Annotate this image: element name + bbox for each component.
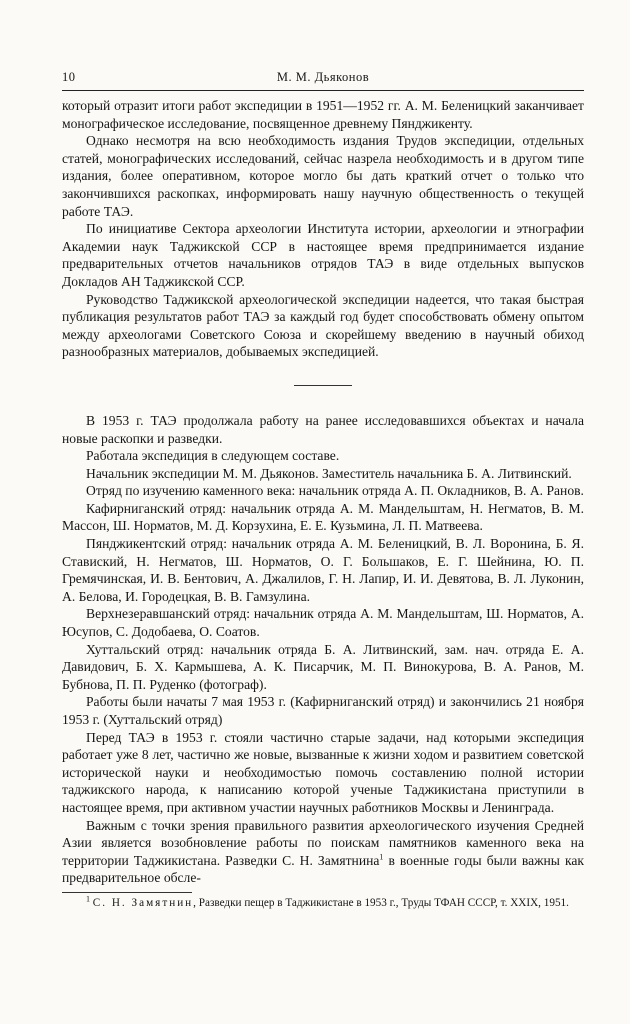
main-section (62, 412, 584, 887)
paragraph: Работала экспедиция в следующем составе. (86, 448, 340, 464)
footnote-author: С. Н. Замятнин (92, 896, 194, 909)
paragraph: Отряд по изучению каменного века: начальник отряда А. П. Окладников, В. А. Ранов. (86, 483, 584, 499)
paragraph: Пянджикентский отряд: начальник отряда А. М. Беленицкий, В. Л. Воронина, Б. Я. Ставиский, Н. Негматов, Ш. Норматов, О. Г. Большаков, Е. Г. Шейнина, Ю. П. Гремячинская, И. В. Бентович, А. Джалилов, Г. Н. Лапир, И. И. Девятова, В. Л. Луконин, А. Белова, И. Городецкая, В. В. Гамзулина. (62, 536, 584, 604)
paragraph: В 1953 г. ТАЭ продолжала работу на ранее исследовавшихся объектах и начала новые раскопки и разведки. (62, 412, 584, 446)
paragraph: который отразит итоги работ экспедиции в 1951—1952 гг. А. М. Беленицкий заканчивает монографическое исследование, посвященное древнему Пянджикенту. (62, 98, 584, 131)
running-header (62, 70, 584, 88)
paragraph: Верхнезеравшанский отряд: начальник отряда А. М. Мандельштам, Ш. Норматов, А. Юсупов, С. Додобаева, О. Соатов. (62, 606, 584, 640)
paragraph-text: в военные годы были важны как предварительное обсле- (62, 852, 584, 886)
paragraph: Хуттальский отряд: начальник отряда Б. А. Литвинский, зам. нач. отряда Е. А. Давидович, Б. Х. Кармышева, А. К. Писарчик, М. П. Винокурова, В. А. Ранов, М. Бубнова, П. П. Руденко (фотограф). (62, 641, 584, 692)
paragraph: Перед ТАЭ в 1953 г. стояли частично старые задачи, над которыми экспедиция работает уже 8 лет, частично же новые, вызванные к жизни ходом и развитием советской исторической науки и необходимостью помочь составлению полной истории таджикского народа, к написанию которой ученые Таджикистана приступили в настоящее время, при активном участии научных работников Москвы и Ленинграда. (62, 729, 584, 815)
section-separator (294, 385, 352, 386)
page-number: 10 (62, 70, 76, 84)
footnote-text: , Разведки пещер в Таджикистане в 1953 г., Труды ТФАН СССР, т. XXIX, 1951. (193, 896, 569, 909)
footnote-reference[interactable]: 1 (379, 852, 384, 862)
paragraph: Руководство Таджикской археологической экспедиции надеется, что такая быстрая публикация результатов работ ТАЭ за каждый год будет способствовать обмену опытом между археологами Советского Союза и скорейшему введению в научный обиход разнообразных материалов, добываемых экспедицией. (62, 291, 584, 360)
paragraph: По инициативе Сектора археологии Института истории, археологии и этнографии Академии наук Таджикской ССР в настоящее время предпринимается издание предварительных отчетов начальников отрядов ТАЭ в виде отдельных выпусков Докладов АН Таджикской ССР. (62, 221, 584, 289)
intro-section (62, 97, 584, 361)
paragraph: Однако несмотря на всю необходимость издания Трудов экспедиции, отдельных статей, монографических исследований, сейчас назрела необходимость и в другом типе издания, более оперативном, которое могло бы дать краткий отчет о только что закончившихся раскопках, информировать нашу научную общественность о текущей работе ТАЭ. (62, 133, 584, 219)
paragraph-with-footnote (62, 817, 584, 887)
page (62, 70, 584, 910)
header-rule (62, 90, 584, 91)
paragraph: Начальник экспедиции М. М. Дьяконов. Заместитель начальника Б. А. Литвинский. (86, 465, 572, 481)
paragraph-text: Важным с точки зрения правильного развития археологического изучения Средней Азии является возобновление работы по поискам памятников каменного века на территории Таджикистана. Разведки С. Н. Замятнина (62, 817, 584, 868)
paragraph: Работы были начаты 7 мая 1953 г. (Кафирниганский отряд) и закончились 21 ноября 1953 г. (Хуттальский отряд) (62, 694, 584, 727)
paragraph: Кафирниганский отряд: начальник отряда А. М. Мандельштам, Н. Негматов, В. М. Массон, Ш. Норматов, М. Д. Корзухина, Е. Е. Кузьмина, Л. П. Матвеева. (62, 500, 584, 534)
footnote (62, 896, 584, 910)
footnote-number: 1 (86, 894, 90, 904)
running-header-author: М. М. Дьяконов (276, 70, 370, 84)
footnote-rule (62, 892, 192, 893)
